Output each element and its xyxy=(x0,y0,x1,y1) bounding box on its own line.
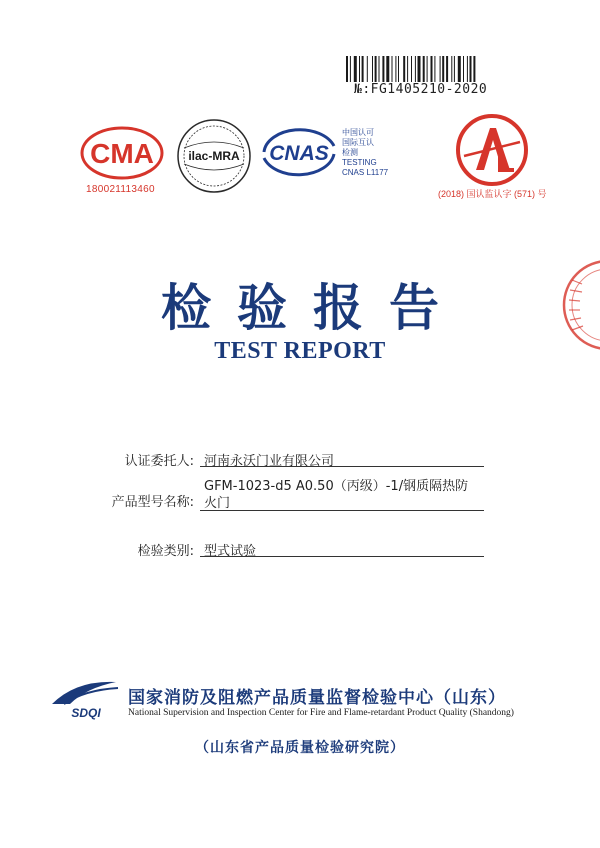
cnas-info-line: 检测 xyxy=(342,148,358,157)
barcode-bar xyxy=(427,56,428,82)
barcode-bar xyxy=(359,56,360,82)
barcode-bar xyxy=(467,56,468,82)
barcode-bar xyxy=(395,56,396,82)
barcode-bar xyxy=(431,56,433,82)
ilac-logo-text: ilac-MRA xyxy=(188,149,240,163)
cnas-info-line: 国际互认 xyxy=(342,138,374,147)
barcode-bar xyxy=(354,56,357,82)
barcode-bar xyxy=(375,56,377,82)
cma-number: 180021113460 xyxy=(86,184,155,195)
barcode-bar xyxy=(403,56,405,82)
sdqi-logo xyxy=(46,674,126,720)
barcode xyxy=(346,56,516,82)
barcode-bar xyxy=(423,56,425,82)
barcode-bar xyxy=(379,56,380,82)
client-value: 河南永沃门业有限公司 xyxy=(204,454,335,469)
barcode-bar xyxy=(415,56,416,82)
cnas-logo-text: CNAS xyxy=(269,142,329,165)
sdqi-logo-text: SDQI xyxy=(71,706,101,720)
inspection-type-value: 型式试验 xyxy=(204,544,257,559)
cnas-logo xyxy=(258,124,340,180)
cal-logo xyxy=(454,112,530,188)
barcode-bar xyxy=(350,56,351,82)
barcode-bar xyxy=(407,56,408,82)
barcode-bar xyxy=(446,56,448,82)
cnas-info-line: TESTING xyxy=(342,158,377,167)
inspection-type-label: 检验类别: xyxy=(137,544,194,559)
center-name-en: National Supervision and Inspection Center for Fire and Flame-retardant Product Quality (Shandong) xyxy=(128,708,514,718)
barcode-bar xyxy=(372,56,373,82)
barcode-bar xyxy=(454,56,455,82)
ilac-mra-logo xyxy=(176,118,252,194)
cma-logo xyxy=(80,126,164,180)
barcode-bar xyxy=(362,56,364,82)
institute-name-cn: （山东省产品质量检验研究院） xyxy=(195,740,405,756)
barcode-bar xyxy=(473,56,475,82)
client-underline xyxy=(200,466,484,467)
model-value-line2: 火门 xyxy=(204,496,231,511)
report-title-en: TEST REPORT xyxy=(214,338,386,364)
inspection-type-underline xyxy=(200,556,484,557)
client-label: 认证委托人: xyxy=(124,454,194,469)
cnas-info-line: 中国认可 xyxy=(342,128,374,137)
barcode-bar xyxy=(440,56,441,82)
report-title-cn: 检验报告 xyxy=(161,279,465,337)
barcode-bar xyxy=(386,56,389,82)
barcode-bar xyxy=(398,56,399,82)
barcode-bar xyxy=(463,56,464,82)
barcode-bar xyxy=(458,56,461,82)
barcode-bar xyxy=(451,56,452,82)
barcode-bar xyxy=(470,56,472,82)
barcode-bar xyxy=(367,56,368,82)
barcode-bar xyxy=(434,56,435,82)
center-name-cn: 国家消防及阻燃产品质量监督检验中心（山东） xyxy=(128,688,506,708)
barcode-bar xyxy=(346,56,348,82)
cnas-info xyxy=(342,128,388,178)
barcode-bar xyxy=(392,56,393,82)
model-value-line1: GFM-1023-d5 A0.50（丙级）-1/钢质隔热防 xyxy=(204,479,469,494)
barcode-bar xyxy=(442,56,444,82)
model-label: 产品型号名称: xyxy=(111,495,194,510)
cal-number: (2018) 国认监认字 (571) 号 xyxy=(438,189,547,199)
barcode-bar xyxy=(418,56,421,82)
cnas-info-line: CNAS L1177 xyxy=(342,168,389,177)
report-number: №:FG1405210-2020 xyxy=(354,82,488,97)
barcode-bar xyxy=(411,56,412,82)
cma-logo-text: CMA xyxy=(90,138,154,169)
barcode-bar xyxy=(382,56,384,82)
model-underline xyxy=(200,510,484,511)
